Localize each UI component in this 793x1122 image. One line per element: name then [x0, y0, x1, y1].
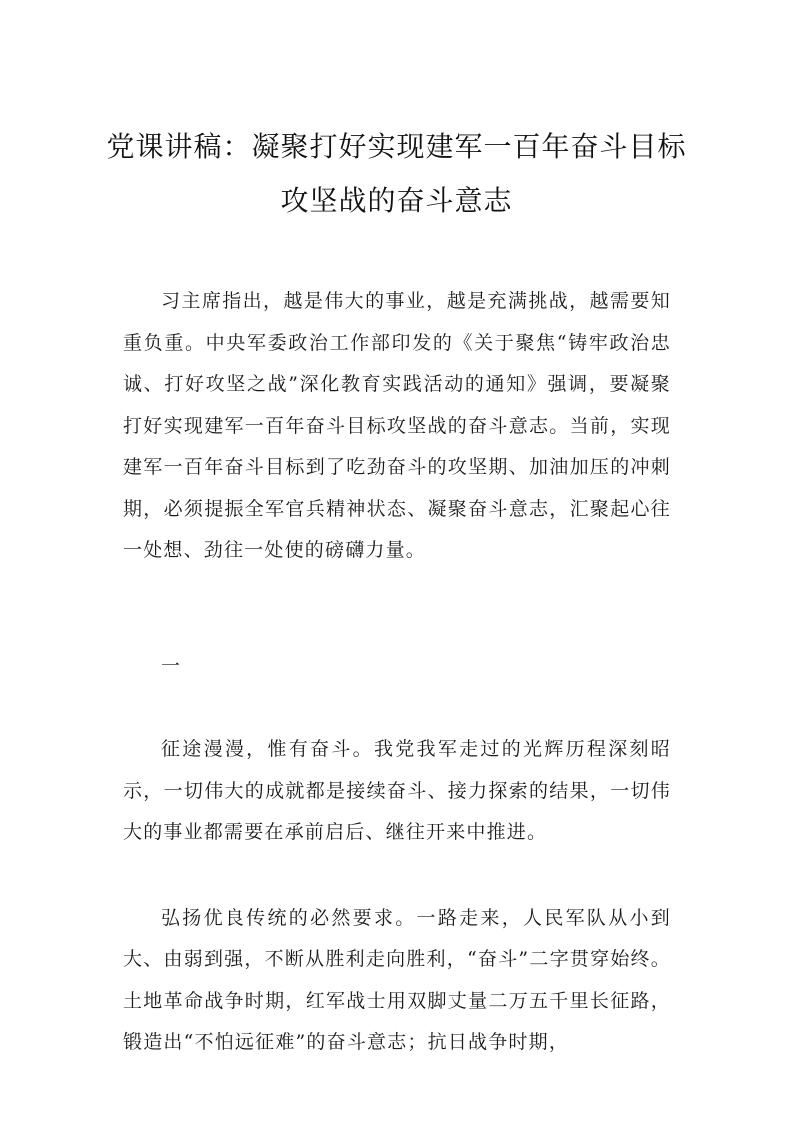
document-body	[123, 281, 671, 1064]
body-paragraph: 弘扬优良传统的必然要求。一路走来，人民军队从小到大、由弱到强，不断从胜利走向胜利，“奋斗”二字贯穿始终。土地革命战争时期，红军战士用双脚丈量二万五千里长征路，锻造出“不怕远征难”的奋斗意志；抗日战争时期，	[123, 906, 671, 1053]
body-paragraph: 征途漫漫，惟有奋斗。我党我军走过的光辉历程深刻昭示，一切伟大的成就都是接续奋斗、接力探索的结果，一切伟大的事业都需要在承前启后、继往开来中推进。	[123, 738, 671, 843]
section-number: 一	[161, 654, 182, 677]
document-title: 党课讲稿：凝聚打好实现建军一百年奋斗目标攻坚战的奋斗意志	[106, 130, 687, 217]
intro-paragraph: 习主席指出，越是伟大的事业，越是充满挑战，越需要知重负重。中央军委政治工作部印发的《关于聚焦“铸牢政治忠诚、打好攻坚之战”深化教育实践活动的通知》强调，要凝聚打好实现建军一百年奋斗目标攻坚战的奋斗意志。当前，实现建军一百年奋斗目标到了吃劲奋斗的攻坚期、加油加压的冲刺期，必须提振全军官兵精神状态、凝聚奋斗意志，汇聚起心往一处想、劲往一处使的磅礴力量。	[123, 290, 671, 561]
